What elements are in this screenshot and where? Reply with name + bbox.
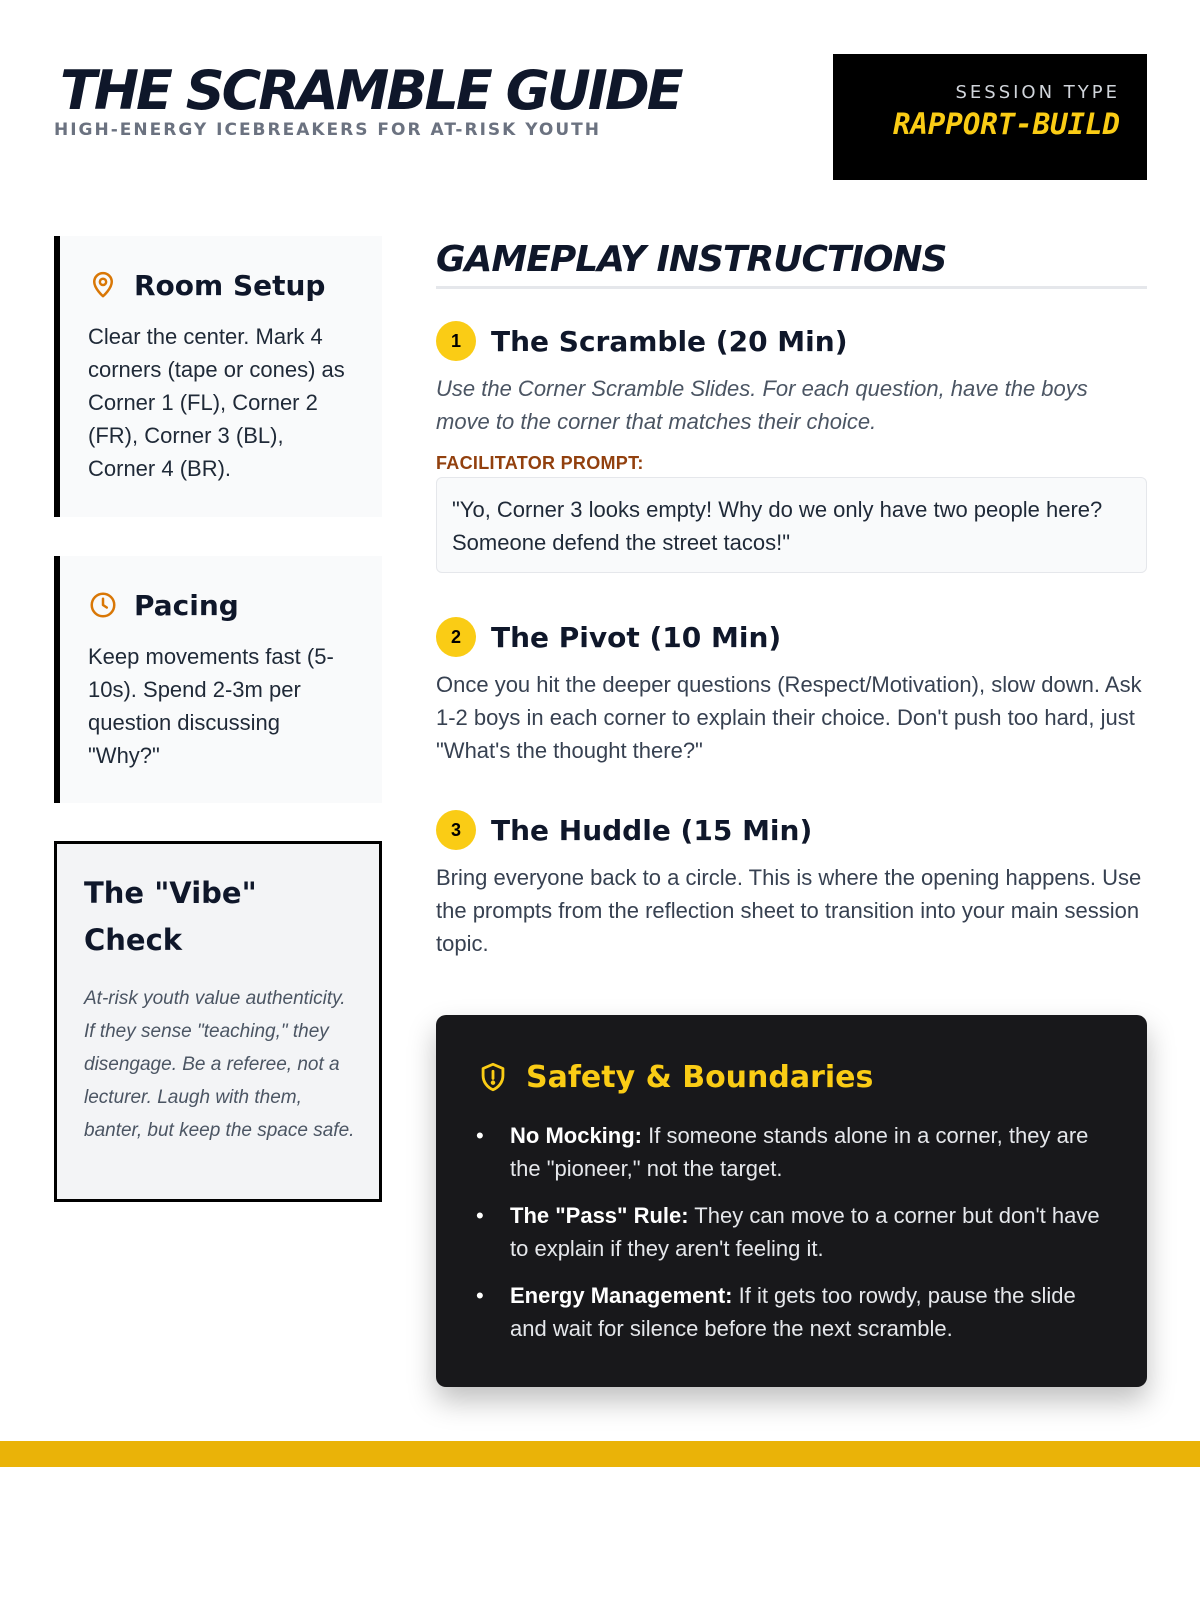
pacing-card	[54, 556, 382, 803]
step-2-heading	[436, 617, 781, 657]
page-header	[54, 54, 1147, 180]
pacing-body: Keep movements fast (5-10s). Spend 2-3m per question discussing "Why?"	[88, 644, 334, 768]
pacing-title: Pacing	[134, 588, 239, 622]
step-1-title: The Scramble (20 Min)	[491, 324, 848, 358]
safety-boundaries-box	[436, 1015, 1147, 1387]
clock-icon	[88, 590, 118, 620]
step-2-badge: 2	[436, 617, 476, 657]
session-type-label: SESSION TYPE	[955, 82, 1120, 103]
safety-heading	[476, 1053, 1107, 1101]
vibe-check-body: At-risk youth value authenticity. If they sense "teaching," they disengage. Be a referee, not a lecturer. Laugh with them, banter, but keep the space safe.	[84, 988, 355, 1141]
step-2-body: Once you hit the deeper questions (Respect/Motivation), slow down. Ask 1-2 boys in each corner to explain their choice. Don't push too hard, just "What's the thought there?"	[436, 672, 1142, 763]
step-2-title: The Pivot (10 Min)	[491, 620, 782, 654]
page-title: THE SCRAMBLE GUIDE	[60, 59, 681, 122]
vibe-check-title: The "Vibe" Check	[84, 876, 257, 957]
safety-item-pass-rule: • The "Pass" Rule: They can move to a corner but don't have to explain if they aren't feeling it.	[476, 1199, 1107, 1265]
session-type-value: RAPPORT-BUILD	[893, 107, 1120, 141]
room-setup-body: Clear the center. Mark 4 corners (tape or cones) as Corner 1 (FL), Corner 2 (FR), Corner 3 (BL), Corner 4 (BR).	[88, 324, 345, 481]
footer-accent-bar	[0, 1441, 1200, 1467]
safety-item-no-mocking: • No Mocking: If someone stands alone in a corner, they are the "pioneer," not the target.	[476, 1119, 1107, 1185]
step-3-heading	[436, 810, 812, 850]
step-1-body: Use the Corner Scramble Slides. For each question, have the boys move to the corner that matches their choice.	[436, 376, 1088, 434]
shield-alert-icon	[476, 1060, 510, 1094]
safety-title: Safety & Boundaries	[526, 1059, 874, 1095]
facilitator-prompt-box: "Yo, Corner 3 looks empty! Why do we only have two people here? Someone defend the street tacos!"	[436, 477, 1147, 573]
room-setup-title: Room Setup	[134, 268, 326, 302]
step-1-badge: 1	[436, 321, 476, 361]
page-subtitle: HIGH-ENERGY ICEBREAKERS FOR AT-RISK YOUTH	[54, 120, 602, 140]
gameplay-title: GAMEPLAY INSTRUCTIONS	[436, 236, 1147, 289]
session-type-box	[833, 54, 1147, 180]
facilitator-prompt-label: FACILITATOR PROMPT:	[436, 453, 644, 473]
room-setup-card	[54, 236, 382, 517]
vibe-check-card	[54, 841, 382, 1202]
step-1-heading	[436, 321, 848, 361]
step-3-body: Bring everyone back to a circle. This is where the opening happens. Use the prompts from the reflection sheet to transition into your main session topic.	[436, 865, 1142, 956]
safety-item-energy-management: • Energy Management: If it gets too rowdy, pause the slide and wait for silence before the next scramble.	[476, 1279, 1107, 1345]
safety-list	[476, 1119, 1107, 1345]
step-3-title: The Huddle (15 Min)	[491, 813, 813, 847]
map-pin-icon	[88, 270, 118, 300]
room-setup-heading	[88, 266, 356, 304]
step-3-badge: 3	[436, 810, 476, 850]
pacing-heading	[88, 586, 356, 624]
